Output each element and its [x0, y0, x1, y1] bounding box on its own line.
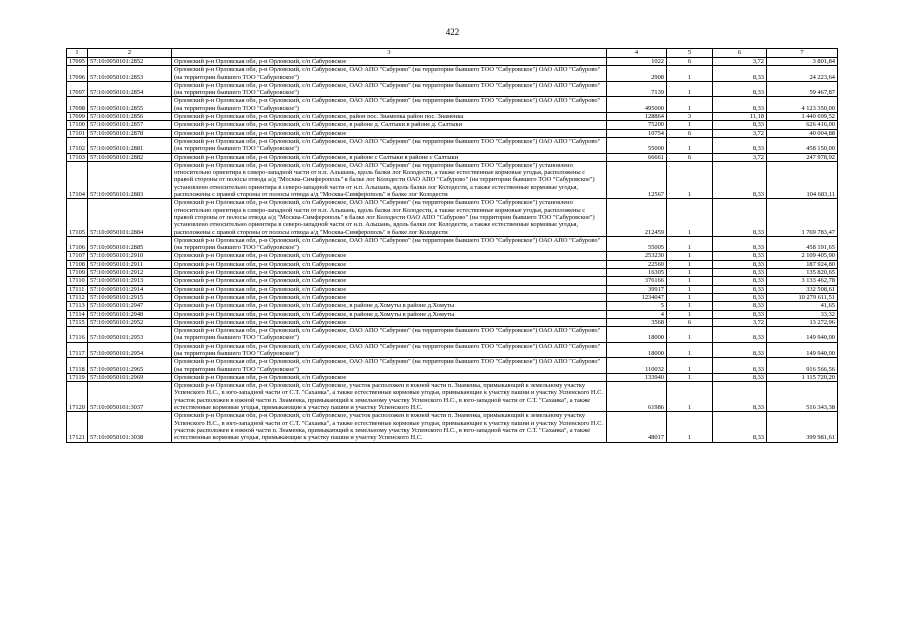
value-cell: 626 416,00 — [767, 121, 838, 129]
value-cell: 916 566,56 — [767, 358, 838, 374]
column-header: 5 — [667, 49, 713, 58]
location-description-cell: Орловский р-н Орловская обл, р-н Орловский, с/п Сабуровское, ОАО АПО "Сабурово" (на территории бывшего ТОО "Сабуровское") ОАО АПО "Сабурово" (на территории бывшего ТОО "Сабуровское") — [172, 137, 607, 153]
area-cell: 212459 — [607, 199, 667, 236]
cadastral-number-cell: 57:10:0050101:2855 — [88, 97, 172, 113]
group-cell: 1 — [667, 277, 713, 285]
group-cell: 1 — [667, 260, 713, 268]
rate-cell: 8,33 — [713, 121, 767, 129]
table-row — [67, 342, 838, 358]
area-cell: 1234047 — [607, 293, 667, 301]
row-number-cell: 17117 — [67, 342, 88, 358]
value-cell: 40 004,88 — [767, 129, 838, 137]
group-cell: 1 — [667, 137, 713, 153]
table-row — [67, 113, 838, 121]
group-cell: 1 — [667, 236, 713, 252]
cadastral-number-cell: 57:10:0050101:2852 — [88, 58, 172, 66]
table-row — [67, 269, 838, 277]
row-number-cell: 17103 — [67, 153, 88, 161]
column-header: 2 — [88, 49, 172, 58]
rate-cell: 8,33 — [713, 236, 767, 252]
value-cell: 33,32 — [767, 310, 838, 318]
location-description-cell: Орловский р-н Орловская обл, р-н Орловский, с/п Сабуровское, ОАО АПО "Сабурово" (на территории бывшего ТОО "Сабуровское") установлено относительно ориентира в северо-западной части от н.п. Альшань, вдоль балки лог Колодести, а также естественные кормовые угодья, расположены с правой стороны от полосы отвода а/д "Москва-Симферополь" в балке лог Колодести ОАО АПО "Сабурово" (на территории бывшего ТОО "Сабуровское") установлено относительно ориентира в северо-западной части от н.п. Альшань, вдоль балки лог Колодести, а также естественные кормовые угодья, расположены с правой стороны от полосы отвода а/д "Москва-Симферополь" в балке лог Колодести — [172, 161, 607, 198]
rate-cell: 8,33 — [713, 342, 767, 358]
rate-cell: 8,33 — [713, 199, 767, 236]
row-number-cell: 17101 — [67, 129, 88, 137]
location-description-cell: Орловский р-н Орловская обл, р-н Орловский, с/п Сабуровское — [172, 269, 607, 277]
table-row — [67, 327, 838, 343]
row-number-cell: 17112 — [67, 293, 88, 301]
area-cell: 22560 — [607, 260, 667, 268]
group-cell: 1 — [667, 269, 713, 277]
location-description-cell: Орловский р-н Орловская обл, р-н Орловский, с/п Сабуровское, в районе д.Хомуты в районе д.Хомуты — [172, 310, 607, 318]
cadastral-number-cell: 57:10:0050101:2853 — [88, 66, 172, 82]
table-row — [67, 260, 838, 268]
area-cell: 3568 — [607, 318, 667, 326]
cadastral-number-cell: 57:10:0050101:2883 — [88, 161, 172, 198]
area-cell: 39917 — [607, 285, 667, 293]
row-number-cell: 17097 — [67, 81, 88, 97]
row-number-cell: 17095 — [67, 58, 88, 66]
table-row — [67, 358, 838, 374]
cadastral-number-cell: 57:10:0050101:2969 — [88, 373, 172, 381]
location-description-cell: Орловский р-н Орловская обл, р-н Орловский, с/п Сабуровское, ОАО АПО "Сабурово" (на территории бывшего ТОО "Сабуровское") ОАО АПО "Сабурово" (на территории бывшего ТОО "Сабуровское") — [172, 97, 607, 113]
table-row — [67, 121, 838, 129]
group-cell: 1 — [667, 327, 713, 343]
area-cell: 7139 — [607, 81, 667, 97]
table-row — [67, 137, 838, 153]
location-description-cell: Орловский р-н Орловская обл, р-н Орловский, с/п Сабуровское, ОАО АПО "Сабурово" (на территории бывшего ТОО "Сабуровское") ОАО АПО "Сабурово" (на территории бывшего ТОО "Сабуровское") — [172, 358, 607, 374]
group-cell: 1 — [667, 358, 713, 374]
group-cell: 1 — [667, 373, 713, 381]
rate-cell: 3,72 — [713, 153, 767, 161]
table-row — [67, 302, 838, 310]
area-cell: 16305 — [607, 269, 667, 277]
area-cell: 1022 — [607, 58, 667, 66]
location-description-cell: Орловский р-н Орловская обл, р-н Орловский, с/п Сабуровское — [172, 277, 607, 285]
table-row — [67, 129, 838, 137]
location-description-cell: Орловский р-н Орловская обл, р-н Орловский, с/п Сабуровское, ОАО АПО "Сабурово" (на территории бывшего ТОО "Сабуровское") ОАО АПО "Сабурово" (на территории бывшего ТОО "Сабуровское") — [172, 66, 607, 82]
rate-cell: 8,33 — [713, 81, 767, 97]
table-row — [67, 318, 838, 326]
value-cell: 1 440 699,52 — [767, 113, 838, 121]
table-row — [67, 373, 838, 381]
location-description-cell: Орловский р-н Орловская обл, р-н Орловский, с/п Сабуровское, ОАО АПО "Сабурово" (на территории бывшего ТОО "Сабуровское") ОАО АПО "Сабурово" (на территории бывшего ТОО "Сабуровское") — [172, 327, 607, 343]
group-cell: 1 — [667, 293, 713, 301]
rate-cell: 8,33 — [713, 137, 767, 153]
row-number-cell: 17119 — [67, 373, 88, 381]
cadastral-number-cell: 57:10:0050101:3037 — [88, 382, 172, 412]
rate-cell: 8,33 — [713, 66, 767, 82]
row-number-cell: 17106 — [67, 236, 88, 252]
rate-cell: 8,33 — [713, 302, 767, 310]
rate-cell: 8,33 — [713, 412, 767, 442]
area-cell: 18000 — [607, 342, 667, 358]
group-cell: 6 — [667, 129, 713, 137]
area-cell: 376166 — [607, 277, 667, 285]
area-cell: 18000 — [607, 327, 667, 343]
location-description-cell: Орловский р-н Орловская обл, р-н Орловский, с/п Сабуровское, участок расположен в южной части п. Знаменка, примыкающий к земельному участку Успенского Н.С., в юго-западной части от С.Т. "Сахаика", а также естественные кормовые угодья, примыкающие к участку пашни и участку Успенского Н.С. участок расположен в южной части п. Знаменка, примыкающий к земельному участку Успенского Н.С., в юго-западной части от С.Т. "Сахаика", а также естественные кормовые угодья, примыкающие к участку пашни и участку Успенского Н.С. — [172, 382, 607, 412]
group-cell: 1 — [667, 252, 713, 260]
land-registry-table — [66, 48, 838, 443]
cadastral-number-cell: 57:10:0050101:2882 — [88, 153, 172, 161]
value-cell: 13 272,96 — [767, 318, 838, 326]
cadastral-number-cell: 57:10:0050101:2884 — [88, 199, 172, 236]
group-cell: 1 — [667, 302, 713, 310]
cadastral-number-cell: 57:10:0050101:2915 — [88, 293, 172, 301]
row-number-cell: 17113 — [67, 302, 88, 310]
group-cell: 6 — [667, 318, 713, 326]
column-header: 3 — [172, 49, 607, 58]
table-row — [67, 285, 838, 293]
value-cell: 458 191,65 — [767, 236, 838, 252]
column-header: 7 — [767, 49, 838, 58]
group-cell: 1 — [667, 310, 713, 318]
area-cell: 12567 — [607, 161, 667, 198]
table-row — [67, 382, 838, 412]
table-row — [67, 236, 838, 252]
cadastral-number-cell: 57:10:0050101:2914 — [88, 285, 172, 293]
group-cell: 1 — [667, 97, 713, 113]
group-cell: 1 — [667, 81, 713, 97]
location-description-cell: Орловский р-н Орловская обл, р-н Орловский, с/п Сабуровское, ОАО АПО "Сабурово" (на территории бывшего ТОО "Сабуровское") ОАО АПО "Сабурово" (на территории бывшего ТОО "Сабуровское") — [172, 342, 607, 358]
table-row — [67, 412, 838, 442]
rate-cell: 8,33 — [713, 358, 767, 374]
value-cell: 59 467,87 — [767, 81, 838, 97]
location-description-cell: Орловский р-н Орловская обл, р-н Орловский, с/п Сабуровское, в районе с Салтыки в районе с Салтыки — [172, 153, 607, 161]
row-number-cell: 17111 — [67, 285, 88, 293]
cadastral-number-cell: 57:10:0050101:2911 — [88, 260, 172, 268]
cadastral-number-cell: 57:10:0050101:3038 — [88, 412, 172, 442]
location-description-cell: Орловский р-н Орловская обл, р-н Орловский, с/п Сабуровское — [172, 58, 607, 66]
row-number-cell: 17107 — [67, 252, 88, 260]
row-number-cell: 17114 — [67, 310, 88, 318]
row-number-cell: 17104 — [67, 161, 88, 198]
row-number-cell: 17102 — [67, 137, 88, 153]
rate-cell: 8,33 — [713, 260, 767, 268]
row-number-cell: 17116 — [67, 327, 88, 343]
rate-cell: 8,33 — [713, 310, 767, 318]
area-cell: 55005 — [607, 236, 667, 252]
cadastral-number-cell: 57:10:0050101:2885 — [88, 236, 172, 252]
row-number-cell: 17098 — [67, 97, 88, 113]
row-number-cell: 17110 — [67, 277, 88, 285]
row-number-cell: 17120 — [67, 382, 88, 412]
row-number-cell: 17115 — [67, 318, 88, 326]
rate-cell: 8,33 — [713, 373, 767, 381]
row-number-cell: 17100 — [67, 121, 88, 129]
area-cell: 2908 — [607, 66, 667, 82]
column-header: 6 — [713, 49, 767, 58]
area-cell: 10754 — [607, 129, 667, 137]
value-cell: 149 940,00 — [767, 327, 838, 343]
group-cell: 1 — [667, 161, 713, 198]
value-cell: 10 279 611,51 — [767, 293, 838, 301]
value-cell: 3 801,84 — [767, 58, 838, 66]
value-cell: 247 978,92 — [767, 153, 838, 161]
location-description-cell: Орловский р-н Орловская обл, р-н Орловский, с/п Сабуровское — [172, 129, 607, 137]
rate-cell: 8,33 — [713, 252, 767, 260]
location-description-cell: Орловский р-н Орловская обл, р-н Орловский, с/п Сабуровское — [172, 285, 607, 293]
area-cell: 55000 — [607, 137, 667, 153]
group-cell: 1 — [667, 342, 713, 358]
value-cell: 458 150,00 — [767, 137, 838, 153]
location-description-cell: Орловский р-н Орловская обл, р-н Орловский, с/п Сабуровское, район пос. Знаменка район пос. Знаменка — [172, 113, 607, 121]
rate-cell: 8,33 — [713, 327, 767, 343]
value-cell: 4 123 350,00 — [767, 97, 838, 113]
value-cell: 187 924,80 — [767, 260, 838, 268]
cadastral-number-cell: 57:10:0050101:2912 — [88, 269, 172, 277]
location-description-cell: Орловский р-н Орловская обл, р-н Орловский, с/п Сабуровское — [172, 293, 607, 301]
cadastral-number-cell: 57:10:0050101:2878 — [88, 129, 172, 137]
area-cell: 128864 — [607, 113, 667, 121]
rate-cell: 8,33 — [713, 382, 767, 412]
table-row — [67, 153, 838, 161]
value-cell: 104 683,11 — [767, 161, 838, 198]
location-description-cell: Орловский р-н Орловская обл, р-н Орловский, с/п Сабуровское, участок расположен в южной части п. Знаменка, примыкающий к земельному участку Успенского Н.С., в юго-западной части от С.Т. "Сахаика", а также естественные кормовые угодья, примыкающие к участку пашни и участку Успенского Н.С. участок расположен в южной части п. Знаменка, примыкающий к земельному участку Успенского Н.С., в юго-западной части от С.Т. "Сахаика", а также естественные кормовые угодья, примыкающие к участку пашни и участку Успенского Н.С. — [172, 412, 607, 442]
value-cell: 516 343,38 — [767, 382, 838, 412]
location-description-cell: Орловский р-н Орловская обл, р-н Орловский, с/п Сабуровское — [172, 373, 607, 381]
rate-cell: 8,33 — [713, 269, 767, 277]
rate-cell: 8,33 — [713, 97, 767, 113]
row-number-cell: 17121 — [67, 412, 88, 442]
location-description-cell: Орловский р-н Орловская обл, р-н Орловский, с/п Сабуровское, в районе д. Салтыки в районе д. Салтыки — [172, 121, 607, 129]
cadastral-number-cell: 57:10:0050101:2954 — [88, 342, 172, 358]
location-description-cell: Орловский р-н Орловская обл, р-н Орловский, с/п Сабуровское — [172, 260, 607, 268]
row-number-cell: 17105 — [67, 199, 88, 236]
row-number-cell: 17109 — [67, 269, 88, 277]
cadastral-number-cell: 57:10:0050101:2856 — [88, 113, 172, 121]
value-cell: 3 133 462,78 — [767, 277, 838, 285]
area-cell: 75200 — [607, 121, 667, 129]
group-cell: 1 — [667, 285, 713, 293]
area-cell: 110032 — [607, 358, 667, 374]
table-row — [67, 199, 838, 236]
value-cell: 399 981,61 — [767, 412, 838, 442]
group-cell: 3 — [667, 113, 713, 121]
cadastral-number-cell: 57:10:0050101:2965 — [88, 358, 172, 374]
value-cell: 332 508,61 — [767, 285, 838, 293]
column-header: 1 — [67, 49, 88, 58]
table-row — [67, 58, 838, 66]
cadastral-number-cell: 57:10:0050101:2881 — [88, 137, 172, 153]
row-number-cell: 17096 — [67, 66, 88, 82]
rate-cell: 8,33 — [713, 161, 767, 198]
group-cell: 1 — [667, 66, 713, 82]
table-row — [67, 310, 838, 318]
cadastral-number-cell: 57:10:0050101:2947 — [88, 302, 172, 310]
table-row — [67, 97, 838, 113]
value-cell: 41,65 — [767, 302, 838, 310]
cadastral-number-cell: 57:10:0050101:2854 — [88, 81, 172, 97]
row-number-cell: 17118 — [67, 358, 88, 374]
column-header: 4 — [607, 49, 667, 58]
area-cell: 5 — [607, 302, 667, 310]
table-row — [67, 81, 838, 97]
group-cell: 6 — [667, 58, 713, 66]
location-description-cell: Орловский р-н Орловская обл, р-н Орловский, с/п Сабуровское, ОАО АПО "Сабурово" (на территории бывшего ТОО "Сабуровское") ОАО АПО "Сабурово" (на территории бывшего ТОО "Сабуровское") — [172, 236, 607, 252]
row-number-cell: 17108 — [67, 260, 88, 268]
rate-cell: 3,72 — [713, 129, 767, 137]
cadastral-number-cell: 57:10:0050101:2910 — [88, 252, 172, 260]
cadastral-number-cell: 57:10:0050101:2953 — [88, 327, 172, 343]
rate-cell: 11,18 — [713, 113, 767, 121]
area-cell: 253230 — [607, 252, 667, 260]
table-row — [67, 66, 838, 82]
value-cell: 149 940,00 — [767, 342, 838, 358]
table-row — [67, 161, 838, 198]
cadastral-number-cell: 57:10:0050101:2857 — [88, 121, 172, 129]
area-cell: 48017 — [607, 412, 667, 442]
area-cell: 61986 — [607, 382, 667, 412]
value-cell: 24 223,64 — [767, 66, 838, 82]
value-cell: 1 115 720,20 — [767, 373, 838, 381]
group-cell: 1 — [667, 412, 713, 442]
cadastral-number-cell: 57:10:0050101:2952 — [88, 318, 172, 326]
area-cell: 4 — [607, 310, 667, 318]
location-description-cell: Орловский р-н Орловская обл, р-н Орловский, с/п Сабуровское, в районе д.Хомуты в районе д.Хомуты — [172, 302, 607, 310]
value-cell: 1 769 783,47 — [767, 199, 838, 236]
value-cell: 135 820,65 — [767, 269, 838, 277]
header-row — [67, 49, 838, 58]
table-row — [67, 293, 838, 301]
table-row — [67, 277, 838, 285]
location-description-cell: Орловский р-н Орловская обл, р-н Орловский, с/п Сабуровское — [172, 318, 607, 326]
page-number: 422 — [445, 27, 460, 37]
rate-cell: 3,72 — [713, 318, 767, 326]
rate-cell: 3,72 — [713, 58, 767, 66]
row-number-cell: 17099 — [67, 113, 88, 121]
location-description-cell: Орловский р-н Орловская обл, р-н Орловский, с/п Сабуровское, ОАО АПО "Сабурово" (на территории бывшего ТОО "Сабуровское") установлено относительно ориентира в северо-западной части от н.п. Альшань, вдоль балки лог Колодести, а также естественные кормовые угодья, расположены с правой стороны от полосы отвода а/д "Москва-Симферополь" в балке лог Колодести ОАО АПО "Сабурово" (на территории бывшего ТОО "Сабуровское") установлено относительно ориентира в северо-западной части от н.п. Альшань, вдоль балки лог Колодести, а также естественные кормовые угодья, расположены с правой стороны от полосы отвода а/д "Москва-Симферополь" в балке лог Колодести — [172, 199, 607, 236]
location-description-cell: Орловский р-н Орловская обл, р-н Орловский, с/п Сабуровское, ОАО АПО "Сабурово" (на территории бывшего ТОО "Сабуровское") ОАО АПО "Сабурово" (на территории бывшего ТОО "Сабуровское") — [172, 81, 607, 97]
group-cell: 1 — [667, 199, 713, 236]
area-cell: 495000 — [607, 97, 667, 113]
cadastral-number-cell: 57:10:0050101:2948 — [88, 310, 172, 318]
rate-cell: 8,33 — [713, 277, 767, 285]
rate-cell: 8,33 — [713, 293, 767, 301]
table-body — [67, 49, 838, 443]
table-row — [67, 252, 838, 260]
area-cell: 66661 — [607, 153, 667, 161]
group-cell: 1 — [667, 121, 713, 129]
cadastral-number-cell: 57:10:0050101:2913 — [88, 277, 172, 285]
area-cell: 133940 — [607, 373, 667, 381]
value-cell: 2 109 405,90 — [767, 252, 838, 260]
rate-cell: 8,33 — [713, 285, 767, 293]
group-cell: 6 — [667, 153, 713, 161]
location-description-cell: Орловский р-н Орловская обл, р-н Орловский, с/п Сабуровское — [172, 252, 607, 260]
group-cell: 1 — [667, 382, 713, 412]
